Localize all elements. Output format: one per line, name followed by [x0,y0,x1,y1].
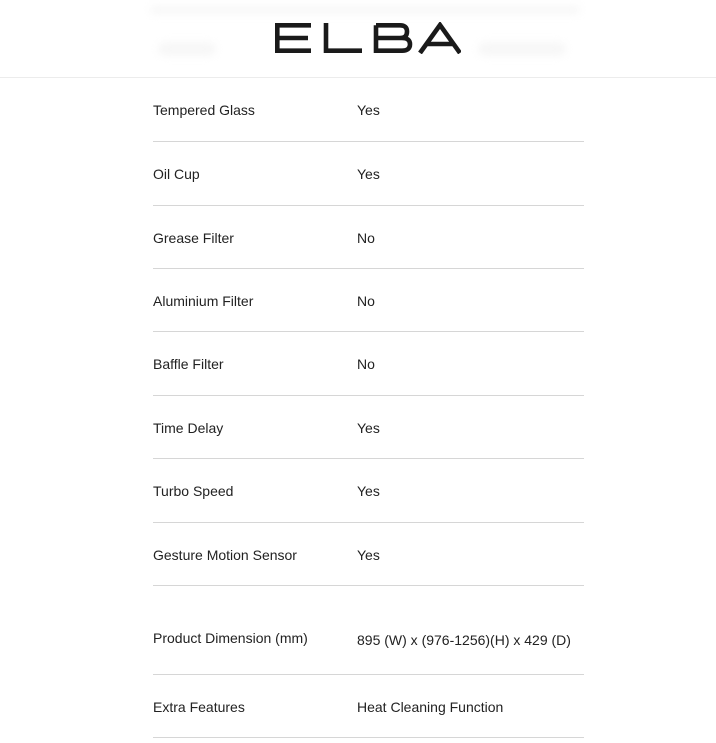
spec-value: No [357,230,375,246]
spec-label: Tempered Glass [153,102,255,118]
spec-label: Time Delay [153,420,224,436]
spec-value: Yes [357,547,380,563]
spec-label: Extra Features [153,699,245,715]
elba-logo[interactable] [274,22,461,54]
spec-value: No [357,356,375,372]
spec-row [153,332,584,396]
header-ghost-right [478,42,566,56]
spec-row [153,459,584,523]
spec-row [153,206,584,269]
spec-row [153,586,584,675]
spec-label: Baffle Filter [153,356,224,372]
spec-label: Oil Cup [153,166,200,182]
specification-table [153,78,584,738]
header-ghost-left [158,42,216,56]
spec-label: Gesture Motion Sensor [153,547,297,563]
spec-row [153,142,584,206]
spec-value: Yes [357,420,380,436]
spec-value: 895 (W) x (976-1256)(H) x 429 (D) [357,632,571,648]
spec-value: No [357,293,375,309]
spec-row [153,78,584,142]
spec-row [153,523,584,586]
spec-row [153,675,584,738]
header-ghost-bar [150,6,580,14]
spec-value: Yes [357,102,380,118]
spec-label: Product Dimension (mm) [153,630,308,646]
spec-value: Yes [357,166,380,182]
site-header [0,0,716,78]
spec-label: Turbo Speed [153,483,234,499]
spec-value: Heat Cleaning Function [357,699,504,715]
spec-row [153,396,584,459]
spec-value: Yes [357,483,380,499]
spec-label: Aluminium Filter [153,293,254,309]
spec-label: Grease Filter [153,230,234,246]
spec-row [153,269,584,332]
